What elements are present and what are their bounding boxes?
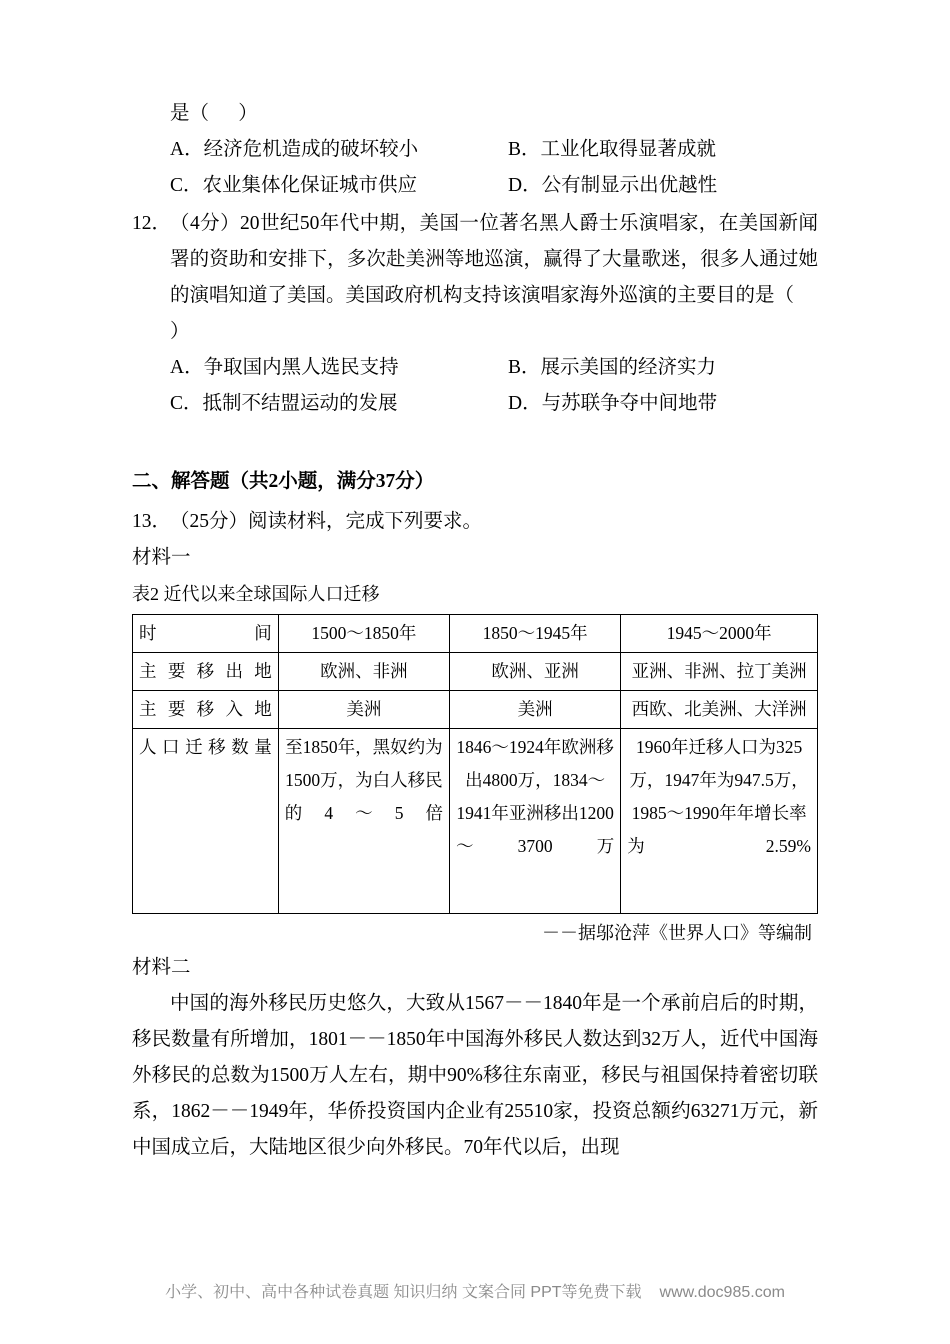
question-12-number: 12．: [132, 213, 172, 234]
option-b-text: 工业化取得显著成就: [540, 139, 717, 160]
table-cell: 1960年迁移人口为325万，1947年为947.5万，1985～1990年年增长率为2.59%: [621, 729, 818, 914]
table-header-cell: 时间: [133, 615, 279, 653]
option-a: [170, 132, 494, 168]
footer-url: www.doc985.com: [659, 1284, 785, 1301]
option-b-label: B．: [508, 357, 541, 378]
option-c-text: 农业集体化保证城市供应: [202, 175, 418, 196]
option-a-label: A．: [170, 357, 204, 378]
option-a-label: A．: [170, 139, 204, 160]
table-cell: 美洲: [278, 691, 449, 729]
table-row: [133, 691, 818, 729]
table-cell: 欧洲、亚洲: [450, 653, 621, 691]
table-cell: 1846～1924年欧洲移出4800万，1834～1941年亚洲移出1200～3700万: [450, 729, 621, 914]
question-12-options-row-1: [132, 350, 818, 386]
option-d-text: 公有制显示出优越性: [541, 175, 718, 196]
option-c-label: C．: [170, 393, 203, 414]
table-cell: 美洲: [450, 691, 621, 729]
option-c: [170, 386, 494, 422]
question-12-stem-row: [132, 206, 818, 314]
page-footer: [0, 1279, 950, 1302]
table-cell: 主要移入地: [133, 691, 279, 729]
question-11-options-row-1: [132, 132, 818, 168]
question-11-options-row-2: [132, 168, 818, 204]
table-cell: 主要移出地: [133, 653, 279, 691]
question-13: [132, 504, 818, 1166]
table-header-cell: 1945～2000年: [621, 615, 818, 653]
option-a-text: 争取国内黑人选民支持: [203, 357, 399, 378]
option-c-label: C．: [170, 175, 203, 196]
footer-text: 小学、初中、高中各种试卷真题 知识归纳 文案合同 PPT等免费下载: [165, 1284, 642, 1301]
table-cell: 欧洲、非洲: [278, 653, 449, 691]
question-13-stem: （25分）阅读材料，完成下列要求。: [170, 511, 483, 532]
option-d-label: D．: [508, 393, 542, 414]
option-c-text: 抵制不结盟运动的发展: [202, 393, 398, 414]
table-cell: 亚洲、非洲、拉丁美洲: [621, 653, 818, 691]
question-13-stem-row: [132, 504, 818, 540]
option-b-text: 展示美国的经济实力: [540, 357, 717, 378]
table-cell: 至1850年，黑奴约为1500万，为白人移民的4～5倍: [278, 729, 449, 914]
question-13-number: 13．: [132, 511, 172, 532]
question-12-options-row-2: [132, 386, 818, 422]
option-b: [494, 132, 818, 168]
option-a: [170, 350, 494, 386]
option-a-text: 经济危机造成的破坏较小: [203, 139, 419, 160]
question-11-lead: 是（ ）: [170, 103, 258, 124]
question-12: [132, 206, 818, 422]
table-header-cell: 1500～1850年: [278, 615, 449, 653]
table-caption: 表2 近代以来全球国际人口迁移: [132, 584, 380, 604]
option-b-label: B．: [508, 139, 541, 160]
migration-table: [132, 614, 818, 914]
table-row: [133, 653, 818, 691]
section-heading-2: 二、解答题（共2小题，满分37分）: [132, 471, 435, 492]
option-b: [494, 350, 818, 386]
table-source: －－据邬沧萍《世界人口》等编制: [542, 923, 812, 943]
option-c: [170, 168, 494, 204]
question-12-stem: （4分）20世纪50年代中期，美国一位著名黑人爵士乐演唱家，在美国新闻署的资助和安排下，多次赴美洲等地巡演，赢得了大量歌迷，很多人通过她的演唱知道了美国。美国政府机构支持该演唱家海外巡演的主要目的是（: [170, 213, 818, 306]
material-2-text: 中国的海外移民历史悠久，大致从1567－－1840年是一个承前启后的时期，移民数量有所增加，1801－－1850年中国海外移民人数达到32万人，近代中国海外移民的总数为1500万人左右，期中90%移往东南亚，移民与祖国保持着密切联系，1862－－1949年，华侨投资国内企业有25510家，投资总额约63271万元，新中国成立后，大陆地区很少向外移民。70年代以后，出现: [132, 993, 818, 1158]
option-d: [494, 386, 818, 422]
table-cell: 西欧、北美洲、大洋洲: [621, 691, 818, 729]
material-2-label: 材料二: [132, 957, 191, 978]
question-12-stem-continued: ）: [170, 321, 190, 342]
option-d: [494, 168, 818, 204]
question-11-tail: [132, 96, 818, 204]
table-header-row: [133, 615, 818, 653]
option-d-label: D．: [508, 175, 542, 196]
table-cell: 人口迁移数量: [133, 729, 279, 914]
table-row: [133, 729, 818, 914]
material-1-label: 材料一: [132, 547, 191, 568]
option-d-text: 与苏联争夺中间地带: [541, 393, 718, 414]
table-header-cell: 1850～1945年: [450, 615, 621, 653]
